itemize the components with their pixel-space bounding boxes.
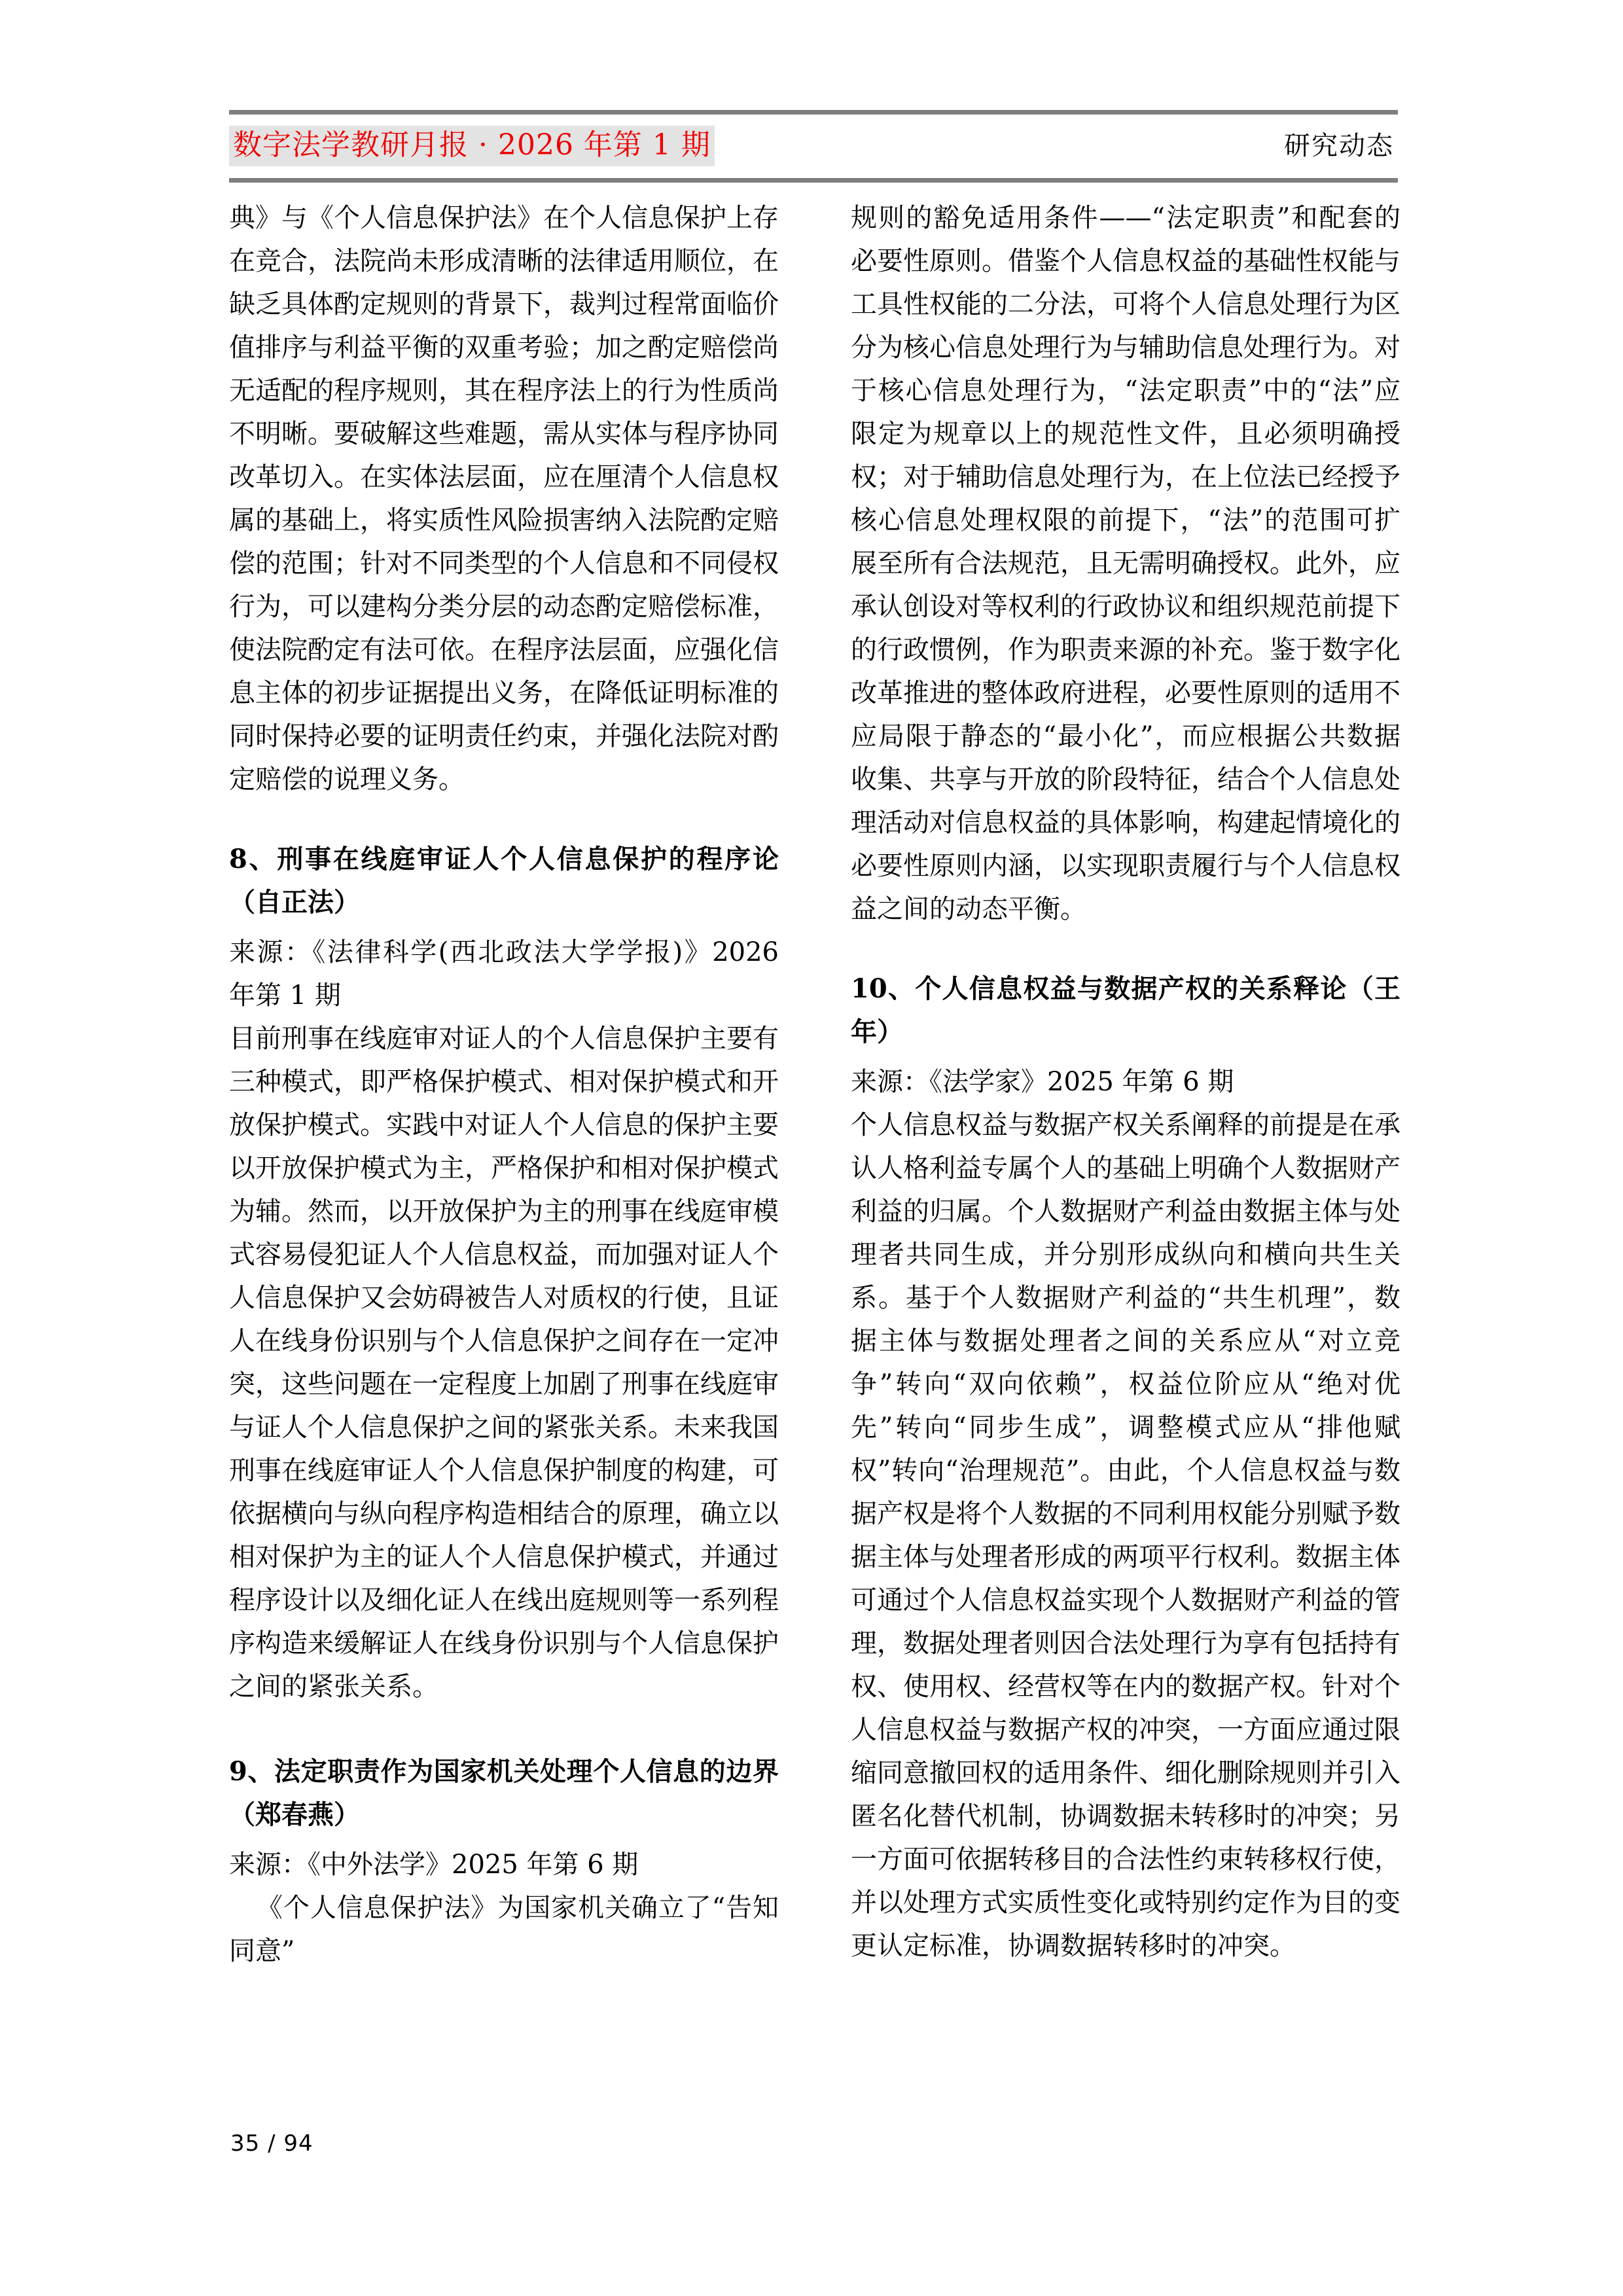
abstract-8: 目前刑事在线庭审对证人的个人信息保护主要有三种模式，即严格保护模式、相对保护模式和开放保护模式。实践中对证人个人信息的保护主要以开放保护模式为主，严格保护和相对保护模式为辅。然而，以开放保护为主的刑事在线庭审模式容易侵犯证人个人信息权益，而加强对证人个人信息保护又会妨碍被告人对质权的行使，且证人在线身份识别与个人信息保护之间存在一定冲突，这些问题在一定程度上加剧了刑事在线庭审与证人个人信息保护之间的紧张关系。未来我国刑事在线庭审证人个人信息保护制度的构建，可依据横向与纵向程序构造相结合的原理，确立以相对保护为主的证人个人信息保护模式，并通过程序设计以及细化证人在线出庭规则等一系列程序构造来缓解证人在线身份识别与个人信息保护之间的紧张关系。	[229, 1024, 779, 1702]
section-heading-8: 8、刑事在线庭审证人个人信息保护的程序论（自正法）	[229, 844, 779, 918]
source-line-9: 来源：《中外法学》2025 年第 6 期	[229, 1850, 639, 1880]
header-section-label: 研究动态	[1284, 131, 1394, 161]
continuation-paragraph: 典》与《个人信息保护法》在个人信息保护上存在竞合，法院尚未形成清晰的法律适用顺位，在缺乏具体酌定规则的背景下，裁判过程常面临价值排序与利益平衡的双重考验；加之酌定赔偿尚无适配的程序规则，其在程序法上的行为性质尚不明晰。要破解这些难题，需从实体与程序协同改革切入。在实体法层面，应在厘清个人信息权属的基础上，将实质性风险损害纳入法院酌定赔偿的范围；针对不同类型的个人信息和不同侵权行为，可以建构分类分层的动态酌定赔偿标准，使法院酌定有法可依。在程序法层面，应强化信息主体的初步证据提出义务，在降低证明标准的同时保持必要的证明责任约束，并强化法院对酌定赔偿的说理义务。	[229, 203, 779, 795]
left-column	[229, 196, 779, 2081]
page-number: 35 / 94	[230, 2130, 313, 2157]
source-line-10: 来源：《法学家》2025 年第 6 期	[851, 1067, 1234, 1097]
right-column	[851, 196, 1400, 2081]
abstract-9-continued: 规则的豁免适用条件——“法定职责”和配套的必要性原则。借鉴个人信息权益的基础性权能与工具性权能的二分法，可将个人信息处理行为区分为核心信息处理行为与辅助信息处理行为。对于核心信息处理行为，“法定职责”中的“法”应限定为规章以上的规范性文件，且必须明确授权；对于辅助信息处理行为，在上位法已经授予核心信息处理权限的前提下，“法”的范围可扩展至所有合法规范，且无需明确授权。此外，应承认创设对等权利的行政协议和组织规范前提下的行政惯例，作为职责来源的补充。鉴于数字化改革推进的整体政府进程，必要性原则的适用不应局限于静态的“最小化”，而应根据公共数据收集、共享与开放的阶段特征，结合个人信息处理活动对信息权益的具体影响，构建起情境化的必要性原则内涵，以实现职责履行与个人信息权益之间的动态平衡。	[851, 203, 1400, 924]
source-line-8: 来源：《法律科学(西北政法大学学报)》2026 年第 1 期	[229, 937, 779, 1011]
section-heading-9: 9、法定职责作为国家机关处理个人信息的边界（郑春燕）	[229, 1756, 779, 1830]
header-rule-top	[229, 110, 1398, 115]
page-footer	[230, 2130, 1402, 2157]
page-header	[229, 110, 1398, 183]
publication-title: 数字法学教研月报 · 2026 年第 1 期	[229, 126, 715, 166]
abstract-10: 个人信息权益与数据产权关系阐释的前提是在承认人格利益专属个人的基础上明确个人数据财产利益的归属。个人数据财产利益由数据主体与处理者共同生成，并分别形成纵向和横向共生关系。基于个人数据财产利益的“共生机理”，数据主体与数据处理者之间的关系应从“对立竞争”转向“双向依赖”，权益位阶应从“绝对优先”转向“同步生成”，调整模式应从“排他赋权”转向“治理规范”。由此，个人信息权益与数据产权是将个人数据的不同利用权能分别赋予数据主体与处理者形成的两项平行权利。数据主体可通过个人信息权益实现个人数据财产利益的管理，数据处理者则因合法处理行为享有包括持有权、使用权、经营权等在内的数据产权。针对个人信息权益与数据产权的冲突，一方面应通过限缩同意撤回权的适用条件、细化删除规则并引入匿名化替代机制，协调数据未转移时的冲突；另一方面可依据转移目的合法性约束转移权行使，并以处理方式实质性变化或特别约定作为目的变更认定标准，协调数据转移时的冲突。	[851, 1110, 1400, 1961]
header-rule-bottom	[229, 178, 1398, 183]
header-row	[229, 115, 1398, 178]
section-heading-10: 10、个人信息权益与数据产权的关系释论（王年）	[851, 973, 1400, 1047]
two-column-body	[229, 196, 1400, 2081]
abstract-9-part1: 《个人信息保护法》为国家机关确立了“告知同意”	[229, 1893, 779, 1966]
